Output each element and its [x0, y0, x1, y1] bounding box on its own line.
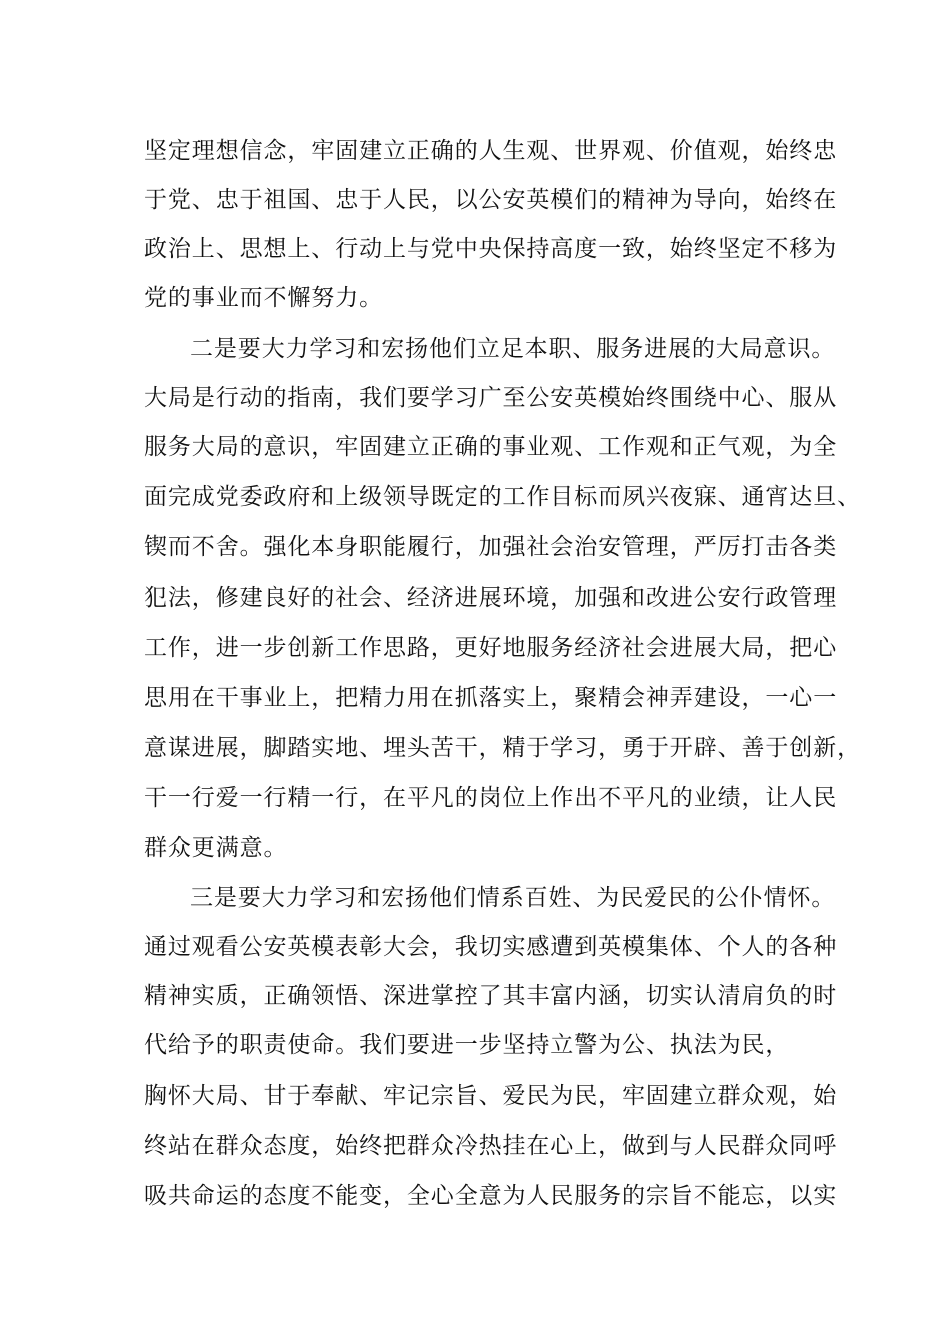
- text-line: 面完成党委政府和上级领导既定的工作目标而夙兴夜寐、通宵达旦、: [144, 484, 861, 510]
- text-line: 干一行爱一行精一行，在平凡的岗位上作出不平凡的业绩，让人民: [144, 785, 838, 811]
- paragraph-heading-line: 三是要大力学习和宏扬他们情系百姓、为民爱民的公仆情怀。: [190, 885, 836, 911]
- text-line: 思用在干事业上，把精力用在抓落实上，聚精会神弄建设，一心一: [144, 685, 838, 711]
- text-line: 犯法，修建良好的社会、经济进展环境，加强和改进公安行政管理: [144, 585, 838, 611]
- text-line: 吸共命运的态度不能变，全心全意为人民服务的宗旨不能忘，以实: [144, 1183, 838, 1209]
- text-line: 大局是行动的指南，我们要学习广至公安英模始终围绕中心、服从: [144, 385, 838, 411]
- text-line: 终站在群众态度，始终把群众冷热挂在心上，做到与人民群众同呼: [144, 1133, 838, 1159]
- paragraph-heading-line: 二是要大力学习和宏扬他们立足本职、服务进展的大局意识。: [190, 336, 836, 362]
- text-line: 坚定理想信念，牢固建立正确的人生观、世界观、价值观，始终忠: [144, 138, 838, 164]
- text-line: 代给予的职责使命。我们要进一步坚持立警为公、执法为民，: [144, 1032, 790, 1058]
- text-line: 党的事业而不懈努力。: [144, 285, 383, 311]
- text-line: 于党、忠于祖国、忠于人民，以公安英模们的精神为导向，始终在: [144, 187, 838, 213]
- text-line: 胸怀大局、甘于奉献、牢记宗旨、爱民为民，牢固建立群众观，始: [144, 1083, 838, 1109]
- text-line: 意谋进展，脚踏实地、埋头苦干，精于学习，勇于开辟、善于创新，: [144, 735, 861, 761]
- text-line: 通过观看公安英模表彰大会，我切实感遭到英模集体、个人的各种: [144, 934, 838, 960]
- text-line: 锲而不舍。强化本身职能履行，加强社会治安管理，严厉打击各类: [144, 534, 838, 560]
- text-line: 工作，进一步创新工作思路，更好地服务经济社会进展大局，把心: [144, 635, 838, 661]
- text-line: 精神实质，正确领悟、深进掌控了其丰富内涵，切实认清肩负的时: [144, 983, 838, 1009]
- text-line: 服务大局的意识，牢固建立正确的事业观、工作观和正气观，为全: [144, 434, 838, 460]
- text-line: 政治上、思想上、行动上与党中央保持高度一致，始终坚定不移为: [144, 236, 838, 262]
- text-line: 群众更满意。: [144, 835, 288, 861]
